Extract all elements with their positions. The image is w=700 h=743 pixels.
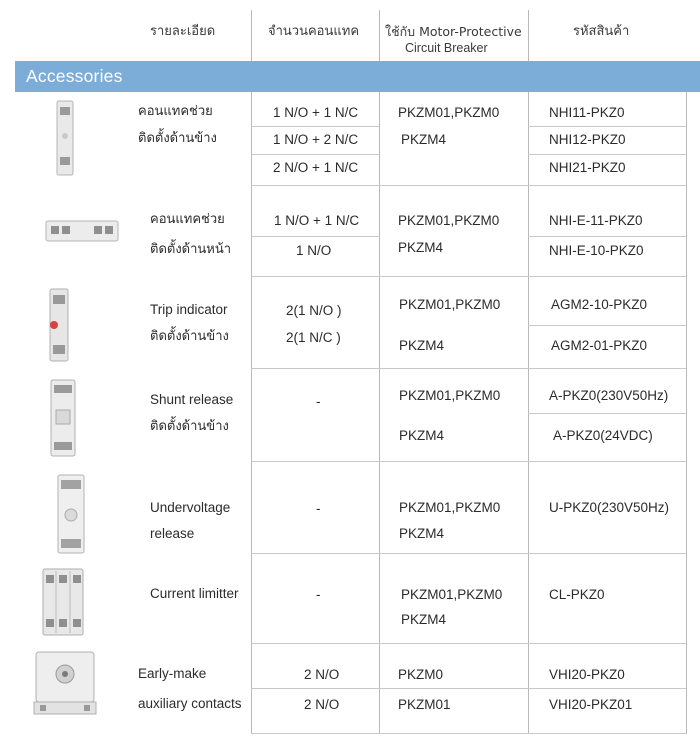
row5-breaker-1: PKZM01,PKZM0 — [399, 500, 501, 515]
subrow-divider — [251, 236, 379, 237]
row6-breaker-1: PKZM01,PKZM0 — [401, 587, 503, 602]
row1-breaker-1: PKZM01,PKZM0 — [398, 105, 500, 120]
header-divider — [528, 10, 529, 61]
row2-code-1: NHI-E-11-PKZ0 — [549, 213, 643, 228]
row6-breaker-2: PKZM4 — [401, 612, 447, 627]
row2-desc-line1: คอนแทคช่วย — [150, 212, 225, 227]
subrow-divider — [528, 413, 687, 414]
row-divider — [251, 461, 687, 462]
subrow-divider — [528, 325, 687, 326]
early-make-contact-image — [32, 648, 98, 718]
row7-code-2: VHI20-PKZ01 — [549, 697, 633, 712]
row7-desc-line2: auxiliary contacts — [138, 696, 242, 711]
row3-contact-1: 2(1 N/O ) — [286, 303, 342, 318]
header-used-with-line2: Circuit Breaker — [405, 41, 488, 55]
undervoltage-release-image — [48, 473, 92, 555]
row3-contact-2: 2(1 N/C ) — [286, 330, 341, 345]
row1-code-2: NHI12-PKZ0 — [549, 132, 626, 147]
row-divider — [251, 185, 687, 186]
column-divider — [379, 92, 380, 734]
row1-code-3: NHI21-PKZ0 — [549, 160, 626, 175]
row7-contact-1: 2 N/O — [304, 667, 340, 682]
header-divider — [251, 10, 252, 61]
header-divider — [379, 10, 380, 61]
row2-breaker-2: PKZM4 — [398, 240, 444, 255]
row1-desc-line2: ติดตั้งด้านข้าง — [138, 131, 217, 146]
row4-breaker-2: PKZM4 — [399, 428, 445, 443]
row7-desc-line1: Early-make — [138, 666, 207, 681]
row2-desc-line2: ติดตั้งด้านหน้า — [150, 242, 232, 257]
row6-contact-1: - — [316, 587, 321, 602]
row1-breaker-2: PKZM4 — [401, 132, 447, 147]
row6-desc-line1: Current limitter — [150, 586, 239, 601]
row3-breaker-1: PKZM01,PKZM0 — [399, 297, 501, 312]
row5-desc-line1: Undervoltage — [150, 500, 231, 515]
row7-breaker-2: PKZM01 — [398, 697, 451, 712]
header-code: รหัสสินค้า — [573, 24, 630, 39]
row2-code-2: NHI-E-10-PKZ0 — [549, 243, 644, 258]
subrow-divider — [528, 154, 687, 155]
header-contacts: จำนวนคอนแทค — [268, 24, 360, 39]
subrow-divider — [528, 236, 687, 237]
row-divider — [251, 368, 687, 369]
row1-contact-2: 1 N/O + 2 N/C — [273, 132, 359, 147]
row5-contact-1: - — [316, 501, 321, 516]
row4-code-1: A-PKZ0(230V50Hz) — [549, 388, 669, 403]
row-divider — [251, 276, 687, 277]
row7-breaker-1: PKZM0 — [398, 667, 444, 682]
row-divider — [251, 553, 687, 554]
row5-desc-line2: release — [150, 526, 195, 541]
front-mount-auxiliary-contact-image — [43, 215, 121, 247]
row4-desc-line1: Shunt release — [150, 392, 234, 407]
row7-contact-2: 2 N/O — [304, 697, 340, 712]
row4-code-2: A-PKZ0(24VDC) — [553, 428, 653, 443]
subrow-divider — [251, 688, 687, 689]
subrow-divider — [251, 154, 379, 155]
side-mount-auxiliary-contact-image — [48, 99, 82, 177]
row1-contact-3: 2 N/O + 1 N/C — [273, 160, 359, 175]
row4-contact-1: - — [316, 394, 321, 409]
subrow-divider — [528, 126, 687, 127]
header-used-with-line1: ใช้กับ Motor-Protective — [385, 24, 522, 39]
row2-contact-1: 1 N/O + 1 N/C — [274, 213, 360, 228]
row2-contact-2: 1 N/O — [296, 243, 332, 258]
subrow-divider — [251, 126, 379, 127]
current-limiter-image — [40, 567, 86, 637]
column-divider — [251, 92, 252, 734]
row3-desc-line1: Trip indicator — [150, 302, 228, 317]
shunt-release-image — [42, 378, 82, 458]
row3-desc-line2: ติดตั้งด้านข้าง — [150, 329, 229, 344]
trip-indicator-image — [40, 287, 78, 363]
section-title: Accessories — [26, 66, 123, 86]
row3-code-2: AGM2-01-PKZ0 — [551, 338, 648, 353]
row-divider — [251, 733, 687, 734]
row2-breaker-1: PKZM01,PKZM0 — [398, 213, 500, 228]
row3-code-1: AGM2-10-PKZ0 — [551, 297, 648, 312]
row6-code-1: CL-PKZ0 — [549, 587, 605, 602]
row5-breaker-2: PKZM4 — [399, 526, 445, 541]
row5-code-1: U-PKZ0(230V50Hz) — [549, 500, 670, 515]
row4-desc-line2: ติดตั้งด้านข้าง — [150, 419, 229, 434]
row1-code-1: NHI11-PKZ0 — [549, 105, 625, 120]
row1-contact-1: 1 N/O + 1 N/C — [273, 105, 359, 120]
header-details: รายละเอียด — [150, 24, 216, 39]
row1-desc-line1: คอนแทคช่วย — [138, 104, 213, 119]
row-divider — [251, 643, 687, 644]
row3-breaker-2: PKZM4 — [399, 338, 445, 353]
row7-code-1: VHI20-PKZ0 — [549, 667, 625, 682]
row4-breaker-1: PKZM01,PKZM0 — [399, 388, 501, 403]
